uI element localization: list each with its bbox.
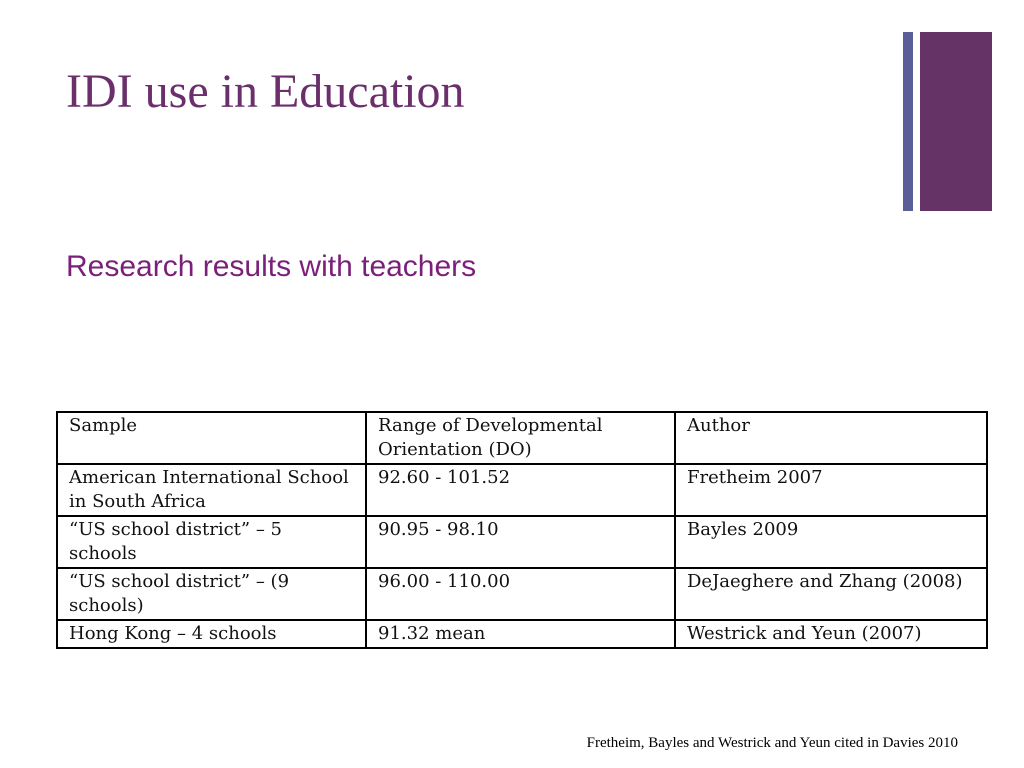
table-header-row xyxy=(57,412,987,464)
accent-bar-thin xyxy=(903,32,913,211)
table-row xyxy=(57,620,987,648)
cell-sample: Hong Kong – 4 schools xyxy=(57,620,366,648)
cell-author: Bayles 2009 xyxy=(675,516,987,568)
cell-author: Fretheim 2007 xyxy=(675,464,987,516)
cell-sample: American International School in South Africa xyxy=(57,464,366,516)
accent-bar-thick xyxy=(920,32,992,211)
cell-range: 92.60 - 101.52 xyxy=(366,464,675,516)
cell-sample: “US school district” – (9 schools) xyxy=(57,568,366,620)
cell-range: 91.32 mean xyxy=(366,620,675,648)
citation-footnote: Fretheim, Bayles and Westrick and Yeun cited in Davies 2010 xyxy=(586,735,958,751)
table-row xyxy=(57,464,987,516)
header-cell-sample: Sample xyxy=(57,412,366,464)
cell-range: 90.95 - 98.10 xyxy=(366,516,675,568)
table-row xyxy=(57,516,987,568)
slide-subtitle: Research results with teachers xyxy=(66,250,477,283)
cell-author: Westrick and Yeun (2007) xyxy=(675,620,987,648)
table-row xyxy=(57,568,987,620)
results-table xyxy=(56,411,988,649)
cell-author: DeJaeghere and Zhang (2008) xyxy=(675,568,987,620)
header-cell-range: Range of Developmental Orientation (DO) xyxy=(366,412,675,464)
slide-title: IDI use in Education xyxy=(66,65,465,118)
cell-sample: “US school district” – 5 schools xyxy=(57,516,366,568)
header-cell-author: Author xyxy=(675,412,987,464)
cell-range: 96.00 - 110.00 xyxy=(366,568,675,620)
